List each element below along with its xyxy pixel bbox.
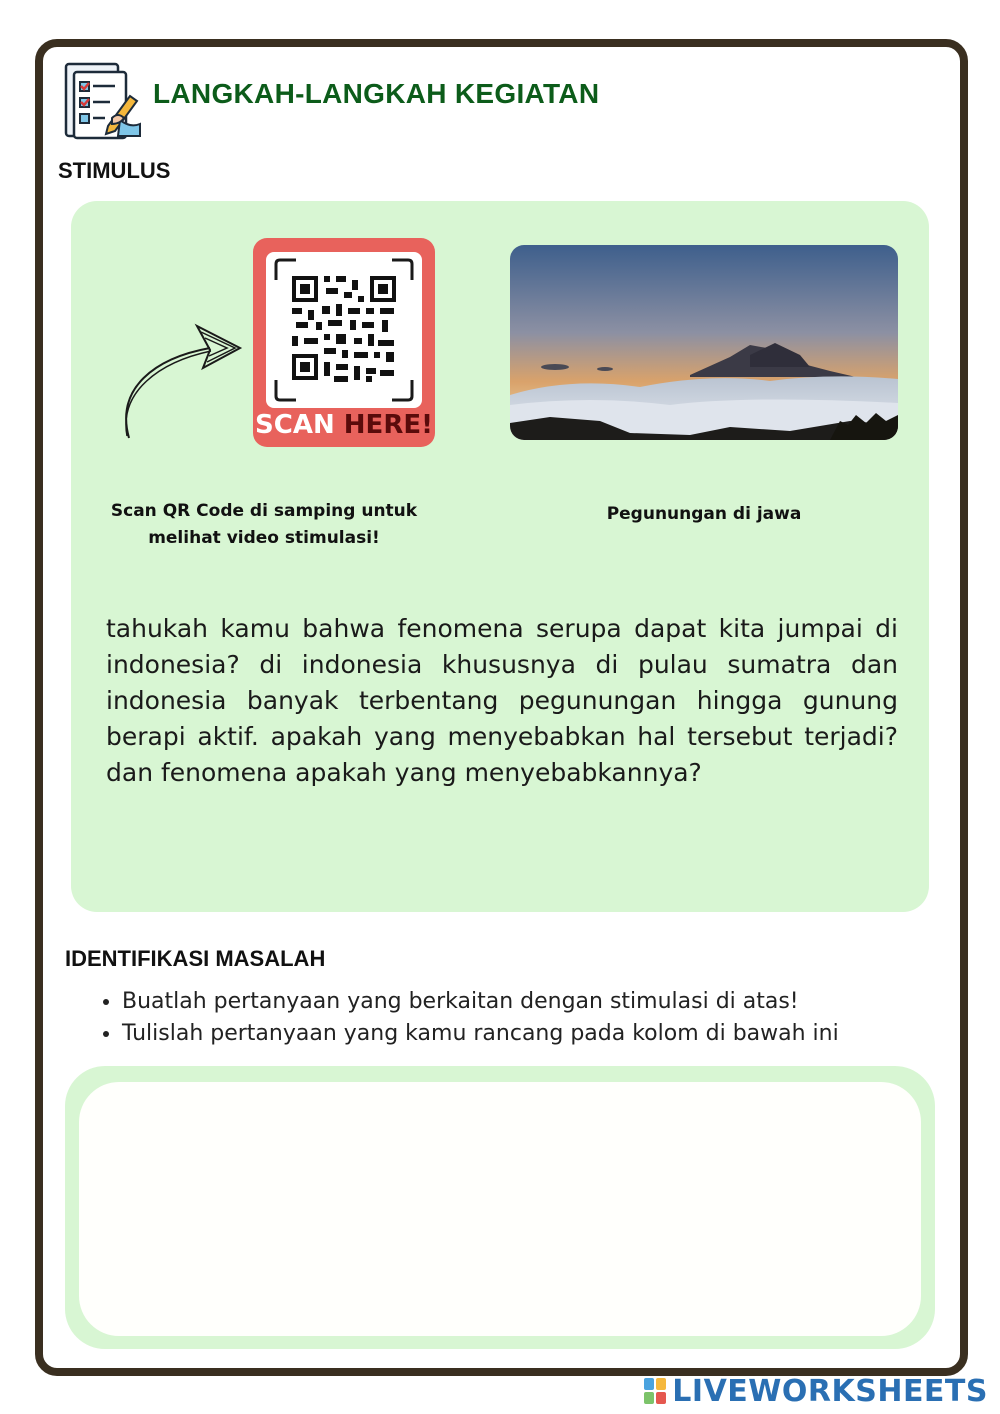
list-item: • Tulislah pertanyaan yang kamu rancang pada kolom di bawah ini [122,1018,839,1050]
checklist-document-icon [60,60,144,144]
photo-caption: Pegunungan di jawa [606,504,802,524]
qr-code-card[interactable] [253,238,435,447]
mountain-photo [510,245,898,440]
scan-here-label [253,410,435,440]
list-item: • Buatlah pertanyaan yang berkaitan dengan stimulasi di atas! [122,986,839,1018]
scan-word: SCAN [255,410,335,440]
here-word: HERE! [343,410,433,440]
stimulus-heading: STIMULUS [58,158,171,183]
stimulus-paragraph: tahukah kamu bahwa fenomena serupa dapat kita jumpai di indonesia? di indonesia khususnya di pulau sumatra dan indonesia banyak terbentang pegunungan hingga gunung berapi aktif. apakah yang menyebabkan hal tersebut terjadi? dan fenomena apakah yang menyebabkannya? [106,614,898,787]
liveworksheets-wordmark: LIVEWORKSHEETS [672,1373,988,1409]
identifikasi-heading: IDENTIFIKASI MASALAH [65,946,326,971]
liveworksheets-logo-icon [644,1378,666,1404]
liveworksheets-logo [644,1374,988,1408]
task-list [100,986,839,1050]
page-title: LANGKAH-LANGKAH KEGIATAN [153,78,600,109]
answer-box-border [65,1066,935,1349]
arrow-icon [115,318,245,448]
answer-input[interactable] [79,1082,921,1336]
qr-instruction: Scan QR Code di samping untuk melihat video stimulasi! [110,501,418,548]
qr-code [266,252,422,408]
